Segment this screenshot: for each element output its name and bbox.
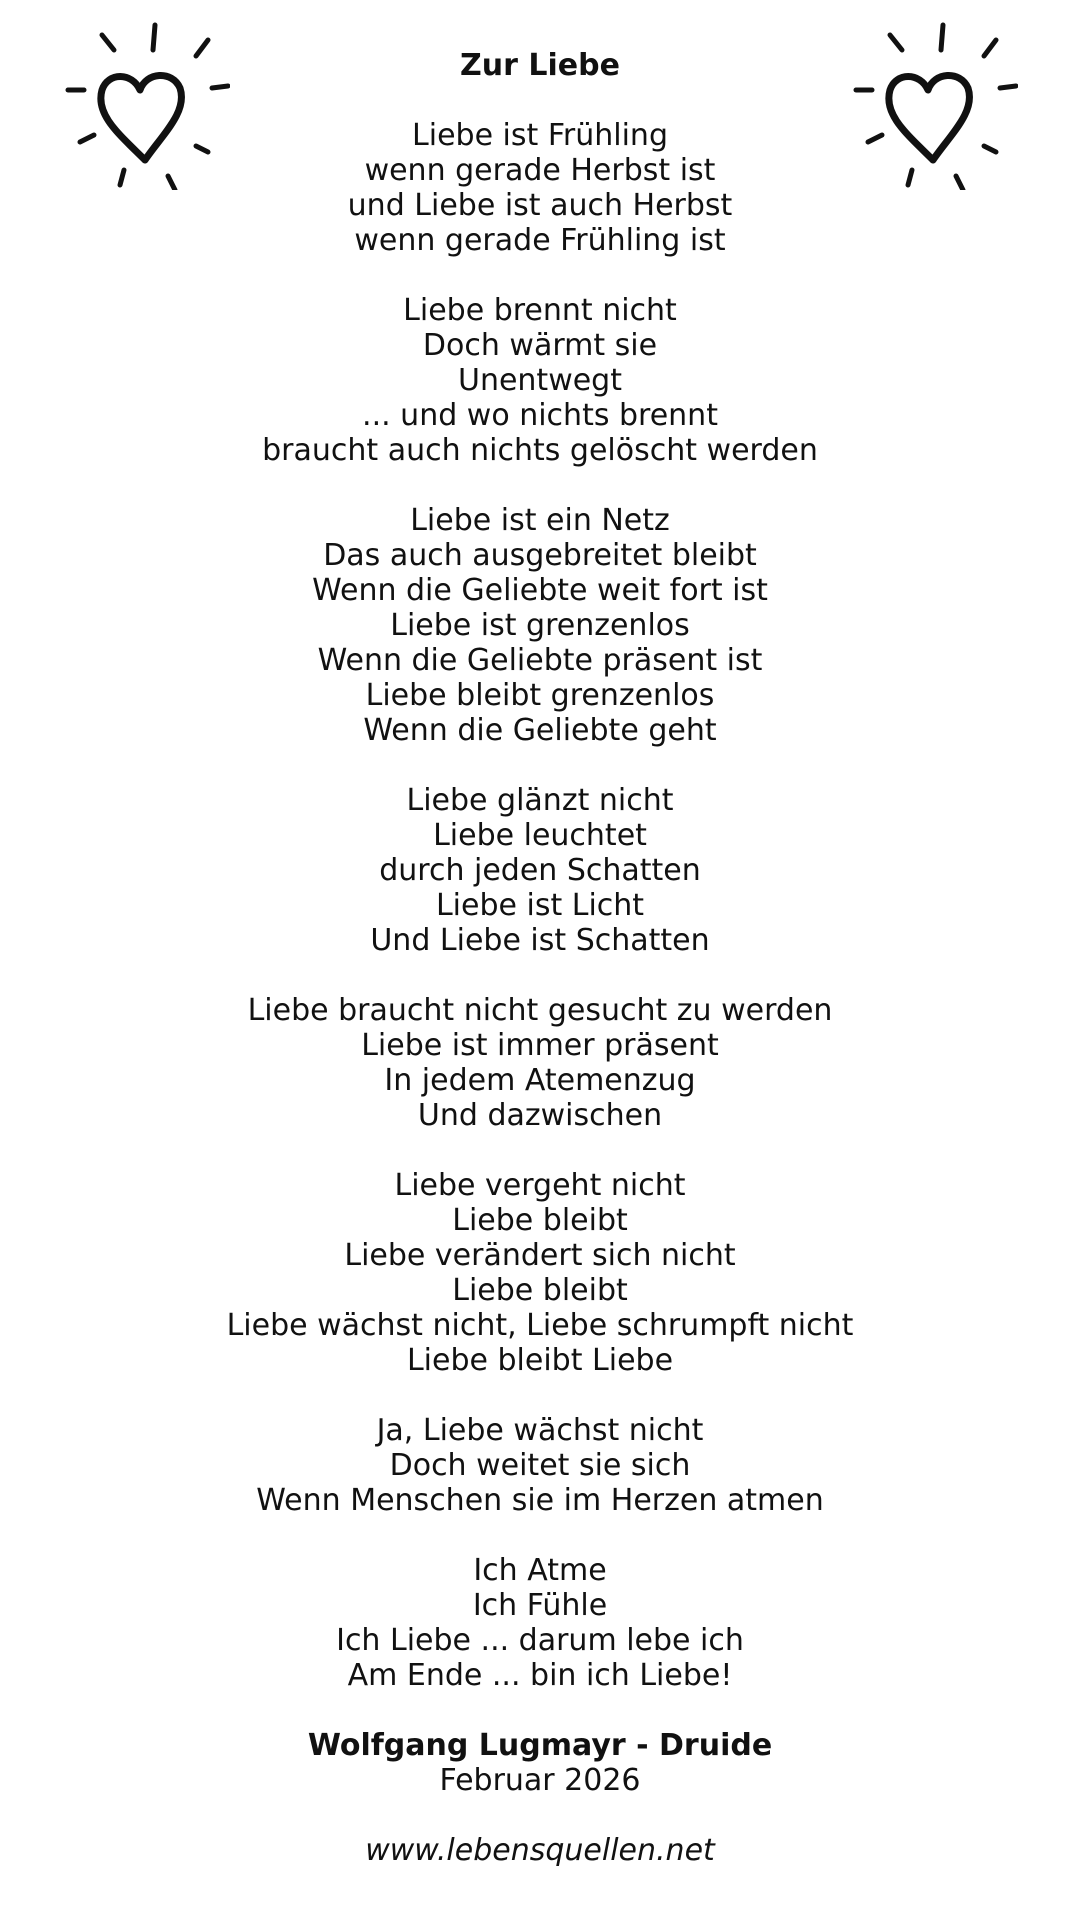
author-name: Wolfgang Lugmayr - Druide xyxy=(307,1728,773,1763)
poem-line: Und Liebe ist Schatten xyxy=(370,923,710,958)
poem-line: Ich Liebe ... darum lebe ich xyxy=(336,1623,744,1658)
stanza xyxy=(0,503,1080,748)
poem-line: Liebe glänzt nicht xyxy=(406,783,674,818)
stanza xyxy=(0,783,1080,958)
poem-line: Am Ende ... bin ich Liebe! xyxy=(347,1658,733,1693)
poem-line: Liebe bleibt Liebe xyxy=(406,1343,674,1378)
website-text: www.lebensquellen.net xyxy=(365,1833,715,1868)
stanza xyxy=(0,293,1080,468)
stanza xyxy=(0,1553,1080,1693)
poem-line: Wenn die Geliebte geht xyxy=(363,713,717,748)
poem-line: Liebe bleibt xyxy=(452,1203,628,1238)
poem-line: Liebe ist Licht xyxy=(435,888,645,923)
stanza xyxy=(0,118,1080,258)
poem-stanzas xyxy=(0,118,1080,1693)
poem-line: Ich Fühle xyxy=(472,1588,608,1623)
poem-line: Ja, Liebe wächst nicht xyxy=(376,1413,704,1448)
poem-line: Liebe verändert sich nicht xyxy=(344,1238,736,1273)
stanza xyxy=(0,993,1080,1133)
poem-line: Doch wärmt sie xyxy=(422,328,658,363)
poem-line: Und dazwischen xyxy=(417,1098,663,1133)
poem-line: Liebe ist immer präsent xyxy=(361,1028,719,1063)
poem-line: Wenn Menschen sie im Herzen atmen xyxy=(256,1483,824,1518)
poem-line: ... und wo nichts brennt xyxy=(362,398,718,433)
poem-line: Liebe vergeht nicht xyxy=(394,1168,686,1203)
poem-line: In jedem Atemenzug xyxy=(384,1063,696,1098)
stanza xyxy=(0,1413,1080,1518)
poem-line: wenn gerade Herbst ist xyxy=(364,153,716,188)
poem-line: Wenn die Geliebte weit fort ist xyxy=(312,573,768,608)
poem-line: wenn gerade Frühling ist xyxy=(354,223,726,258)
poem-line: Liebe leuchtet xyxy=(433,818,647,853)
poem-line: Unentwegt xyxy=(457,363,622,398)
poem-line: braucht auch nichts gelöscht werden xyxy=(262,433,818,468)
poem-line: Wenn die Geliebte präsent ist xyxy=(317,643,763,678)
poem-line: Liebe bleibt grenzenlos xyxy=(365,678,715,713)
stanza xyxy=(0,1168,1080,1378)
poem-line: Liebe ist ein Netz xyxy=(410,503,670,538)
poem-line: durch jeden Schatten xyxy=(379,853,701,888)
poem-title: Zur Liebe xyxy=(460,48,620,83)
poem-line: Ich Atme xyxy=(473,1553,607,1588)
poem-line: Liebe ist grenzenlos xyxy=(390,608,690,643)
poem xyxy=(0,48,1080,1868)
poem-line: Liebe braucht nicht gesucht zu werden xyxy=(247,993,833,1028)
poem-date: Februar 2026 xyxy=(439,1763,641,1798)
poem-line: Liebe brennt nicht xyxy=(403,293,677,328)
poem-line: Das auch ausgebreitet bleibt xyxy=(323,538,757,573)
poem-line: und Liebe ist auch Herbst xyxy=(347,188,733,223)
poem-line: Doch weitet sie sich xyxy=(389,1448,691,1483)
poem-line: Liebe wächst nicht, Liebe schrumpft nicht xyxy=(226,1308,854,1343)
poem-line: Liebe ist Frühling xyxy=(412,118,668,153)
poem-line: Liebe bleibt xyxy=(452,1273,628,1308)
